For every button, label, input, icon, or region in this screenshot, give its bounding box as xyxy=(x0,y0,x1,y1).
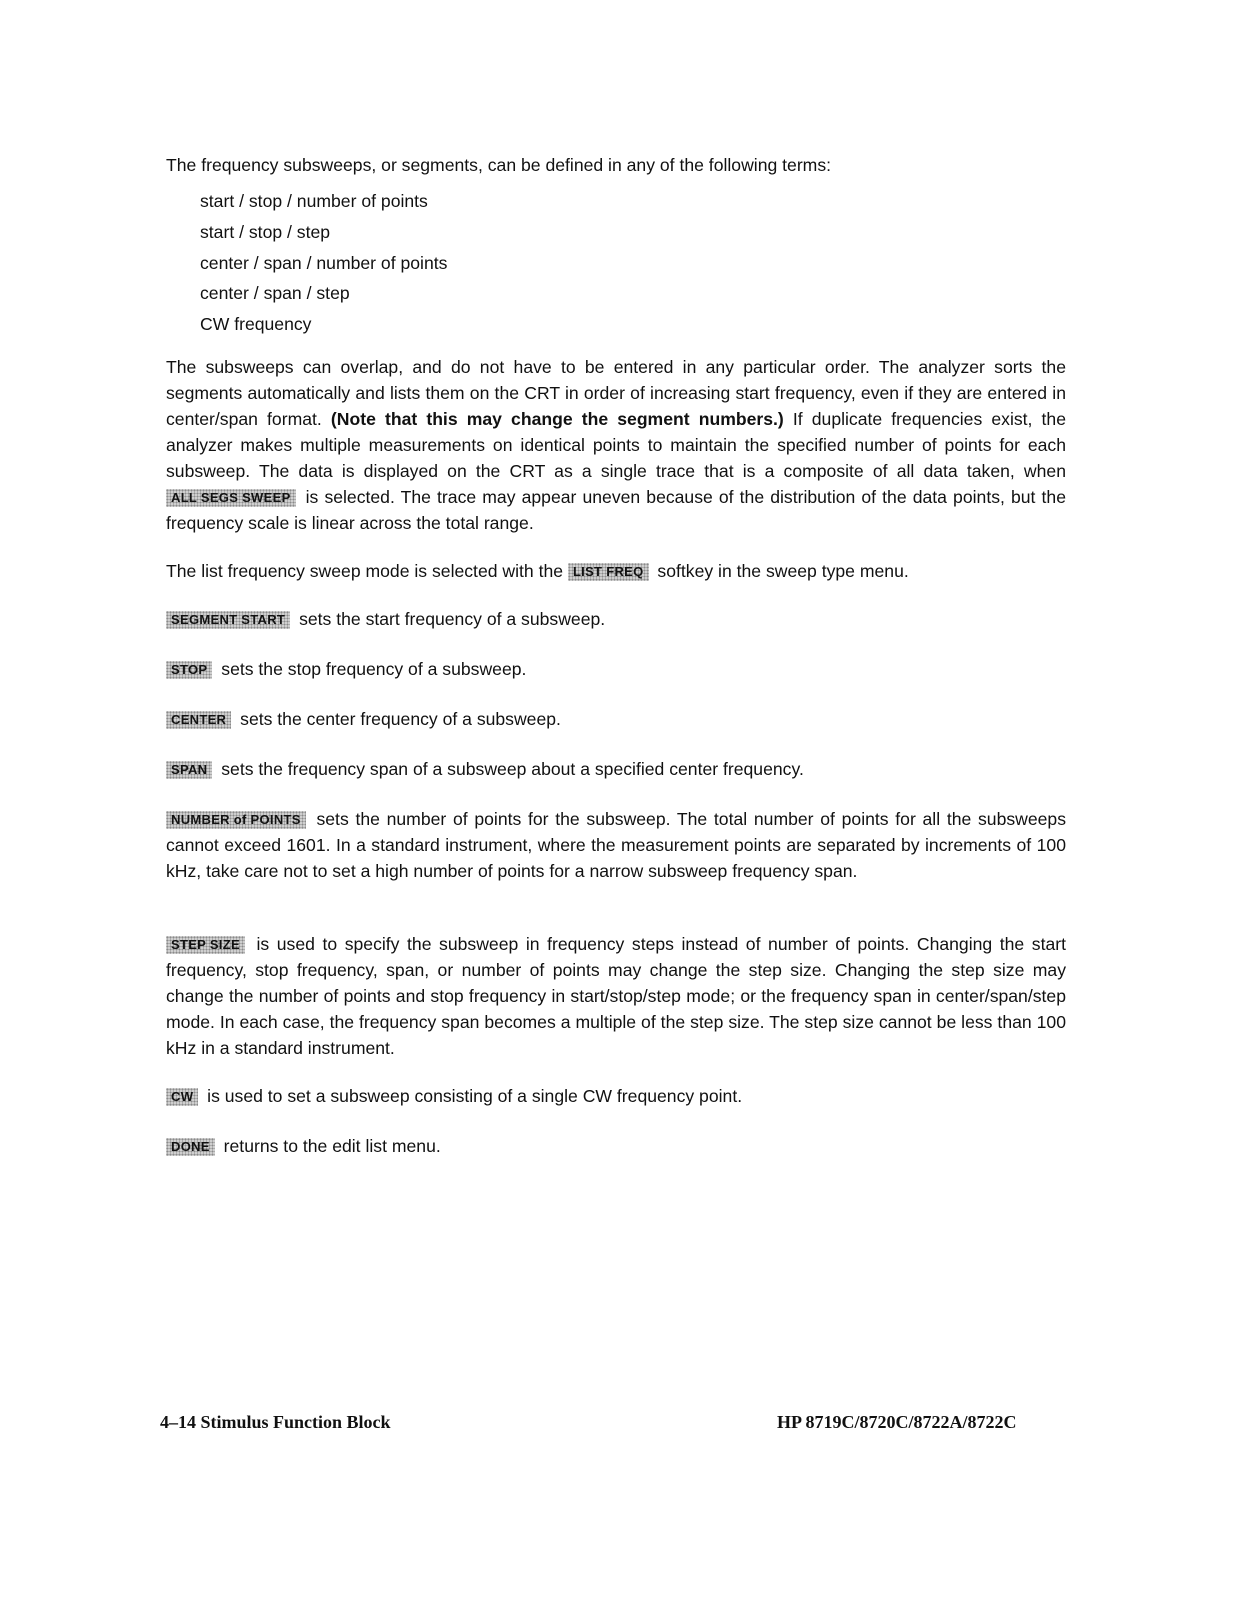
intro-text: The frequency subsweeps, or segments, can be defined in any of the following terms: xyxy=(166,155,832,175)
number-of-points-description xyxy=(166,806,1066,884)
description-text: sets the stop frequency of a subsweep. xyxy=(221,659,527,679)
softkey-span: SPAN xyxy=(166,761,212,779)
term-item: start / stop / number of points xyxy=(200,191,428,211)
description-text: sets the number of points for the subsweep. The total number of points for all the subsweeps cannot exceed 1601. In a standard instrument, where the measurement points are separated by increments of 100 kHz, take care not to set a high number of points for a narrow subsweep frequency span. xyxy=(166,809,1067,881)
term-item: center / span / number of points xyxy=(200,252,448,273)
list-freq-text-1: The list frequency sweep mode is selected with the xyxy=(166,561,568,581)
overlap-text-1: The subsweeps can overlap, and do not have to be entered in any particular order. The analyzer sorts the segments automatically and lists them on the CRT in order of increasing start frequency, even if they are entered in center/span format. xyxy=(166,357,1066,429)
done-description xyxy=(166,1133,1066,1159)
description-text: sets the start frequency of a subsweep. xyxy=(299,609,606,629)
center-description xyxy=(166,706,1066,732)
segment-number-note: (Note that this may change the segment numbers.) xyxy=(330,409,784,429)
overlap-paragraph xyxy=(166,354,1066,536)
stop-description xyxy=(166,656,1066,682)
cw-description xyxy=(166,1083,1066,1109)
softkey-step-size: STEP SIZE xyxy=(166,936,245,954)
description-text: sets the center frequency of a subsweep. xyxy=(240,709,561,729)
softkey-cw: CW xyxy=(166,1088,198,1106)
description-text: returns to the edit list menu. xyxy=(223,1136,441,1156)
description-text: is used to specify the subsweep in frequency steps instead of number of points. Changing the start frequency, stop frequency, span, or number of points may change the step size. Changing the step size may change the number of points and stop frequency in start/stop/step mode; or the frequency span in center/span/step mode. In each case, the frequency span becomes a multiple of the step size. The step size cannot be less than 100 kHz in a standard instrument. xyxy=(166,934,1066,1058)
footer-model-numbers: HP 8719C/8720C/8722A/8722C xyxy=(777,1412,1017,1432)
overlap-text-2: If duplicate frequencies exist, the analyzer makes multiple measurements on identical points to maintain the specified number of points for each subsweep. The data is displayed on the CRT as a single trace that is a composite of all data taken, when xyxy=(166,409,1066,481)
term-item: CW frequency xyxy=(200,314,312,335)
softkey-center: CENTER xyxy=(166,711,231,729)
term-item: start / stop / step xyxy=(200,221,331,242)
softkey-segment-start: SEGMENT START xyxy=(166,611,290,629)
list-freq-paragraph xyxy=(166,558,1066,584)
softkey-done: DONE xyxy=(166,1138,215,1156)
overlap-text-3: is selected. The trace may appear uneven because of the distribution of the data points, but the frequency scale is linear across the total range. xyxy=(166,487,1066,533)
span-description xyxy=(166,756,1066,782)
term-item: center / span / step xyxy=(200,283,350,304)
step-size-description xyxy=(166,931,1066,1061)
softkey-all-segs-sweep: ALL SEGS SWEEP xyxy=(166,489,296,507)
softkey-list-freq: LIST FREQ xyxy=(568,563,649,581)
softkey-stop: STOP xyxy=(166,661,212,679)
terms-list xyxy=(200,186,447,340)
segment-start-description xyxy=(166,606,1066,632)
footer-page-section: 4–14 Stimulus Function Block xyxy=(160,1412,391,1432)
list-freq-text-2: softkey in the sweep type menu. xyxy=(652,561,909,581)
description-text: is used to set a subsweep consisting of a single CW frequency point. xyxy=(207,1086,743,1106)
softkey-number-of-points: NUMBER of POINTS xyxy=(166,811,306,829)
description-text: sets the frequency span of a subsweep about a specified center frequency. xyxy=(221,759,804,779)
